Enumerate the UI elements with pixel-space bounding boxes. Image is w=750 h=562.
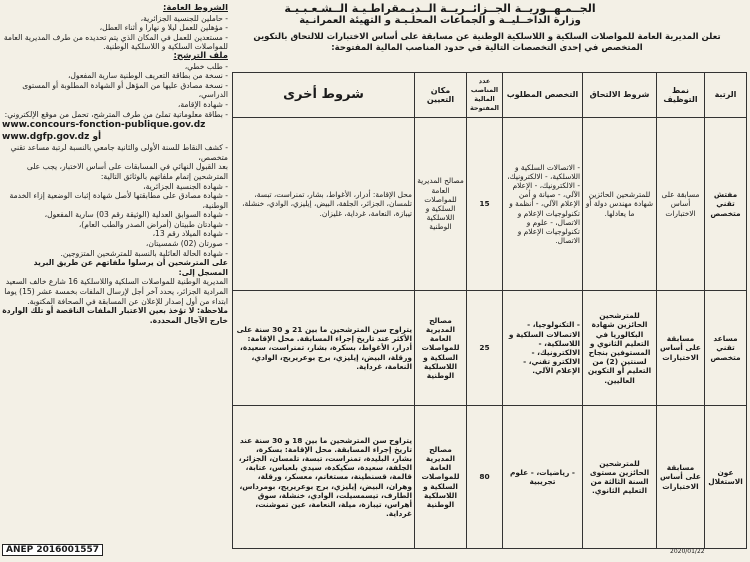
row-rank: مفتش تقني متخصص <box>705 118 747 291</box>
row-positions: 25 <box>467 291 503 406</box>
final-note: ملاحظة: لا تؤخذ بعين الاعتبار الملفات الناقصة أو تلك الواردة خارج الآجال المحددة. <box>2 306 228 325</box>
file-item: - نسخة من بطاقة التعريف الوطنية سارية المفعول، <box>67 71 228 81</box>
header-recruit-mode: نمط التوظيف <box>657 73 705 118</box>
file-item: بعد القبول النهائي في المسابقات على أساس الاختبار، يجب على المترشحين إتمام ملفاتهم بالوثائق التالية: <box>26 162 228 181</box>
header-specialty: التخصص المطلوب <box>503 73 583 118</box>
row-rank: مساعد تقني متخصص <box>705 291 747 406</box>
table-row <box>233 406 747 549</box>
row-access: للمترشحين الحائزين شهادة البكالوريا في التعليم الثانوي و المستوفين بنجاح لسنتين (2) من التعليم أو التكوين العاليين. <box>583 291 657 406</box>
row-access: للمترشحين الحائزين مستوى السنة الثالثة من التعليم الثانوي. <box>583 406 657 549</box>
website-link-2-text[interactable]: www.dgfp.gov.dz <box>2 132 90 143</box>
row-other: محل الإقامة: أدرار، الأغواط، بشار، تمنراست، تبسة، تلمسان، الجزائر، الجلفة، البيض، إيليزي، الوادي، خنشلة، تيبازة، النعامة، غرداية، غليزان. <box>233 118 415 291</box>
file-item: - شهادة الجنسية الجزائرية، <box>143 181 228 191</box>
row-rank: عون الاستغلال <box>705 406 747 549</box>
general-item: - حاملين للجنسية الجزائرية، <box>140 13 228 23</box>
website-link-1[interactable]: www.concours-fonction-publique.gov.dz <box>2 120 206 131</box>
conditions-sidebar <box>2 4 228 544</box>
table-row <box>233 291 747 406</box>
header-rank: الرتبة <box>705 73 747 118</box>
print-date: 2020/01/22 <box>670 548 705 555</box>
website-link-2 <box>2 131 228 143</box>
file-item: - نسخة مصادق عليها من المؤهل أو الشهادة المطلوبة أو المستوى الدراسي، <box>22 80 228 100</box>
general-item: - مستعدين للعمل في المكان الذي يتم تحديده من طرف المديرية العامة للمواصلات السلكية و اللاسلكية الوطنية. <box>3 32 228 52</box>
row-other: يتراوح سن المترشحين ما بين 21 و 30 سنة على الأكثر عند تاريخ إجراء المسابقة. محل الإقامة: أدرار، الأغواط، بسكرة، بشار، تمنراست، سعيدة، ورقلة، البيض، إيليزي، برج بوعريريج، الوادي، النعامة، غرداية. <box>233 291 415 406</box>
header-location: مكان التعيين <box>415 73 467 118</box>
general-item: - مؤهلين للعمل ليلا و نهارا و أثناء العطل، <box>99 23 228 33</box>
file-item: - شهادتان طبيتان (أمراض الصدر والطب العام)، <box>78 219 228 229</box>
row-mode: مسابقة على أساس الاختبارات <box>657 406 705 549</box>
row-location: مصالح المديرية العامة للمواصلات السلكية و اللاسلكية الوطنية <box>415 291 467 406</box>
file-item: - شهادة السوابق العدلية (الوثيقة رقم 03) سارية المفعول، <box>44 210 228 220</box>
general-conditions-title: الشروط العامة: <box>162 4 228 13</box>
table-row <box>233 118 747 291</box>
file-title: ملف الترشح: <box>173 50 228 61</box>
file-item: - بطاقة معلوماتية تملئ من طرف المترشح، تحمل من موقع الإلكتروني: <box>4 109 228 119</box>
mail-title: على المترشحين أن يرسلوا ملفاتهم عن طريق البريد المسجل إلى: <box>33 258 228 277</box>
header-positions: عدد المناصب المالية المفتوحة <box>467 73 503 118</box>
republic-title: الجــمـهــوريــة الجــزائــريــة الــديـمقراطـيـة الــشـعـبـيـة <box>284 2 596 15</box>
file-item: - طلب خطي، <box>184 61 228 71</box>
file-item: - شهادة الحالة العائلية بالنسبة للمترشحين المتزوجين. <box>60 248 228 258</box>
file-item: - شهادة مصادق على مطابقتها لأصل شهادة إثبات الوضعية إزاء الخدمة الوطنية، <box>9 191 228 210</box>
header-access-conditions: شروط الالتحاق <box>583 73 657 118</box>
row-specialty: - التكنولوجيا، - الاتصالات السلكية و اللاسلكية، - الالكترونيك، - الالكترو تقني، - الإعلام الآلي. <box>503 291 583 406</box>
row-positions: 80 <box>467 406 503 549</box>
file-item: - كشف النقاط للسنة الأولى والثانية جامعي بالنسبة لرتبة مساعد تقني متخصص، <box>10 143 228 162</box>
row-mode: مسابقة على أساس الاختبارات <box>657 118 705 291</box>
row-location: مصالح المديرية العامة للمواصلات السلكية و اللاسلكية الوطنية <box>415 406 467 549</box>
file-item: - صورتان (02) شمسيتان، <box>145 239 228 249</box>
row-access: للمترشحين الحائزين شهادة مهندس دولة أو ما يعادلها. <box>583 118 657 291</box>
file-item: - شهادة الإقامة، <box>177 99 228 109</box>
table-header-row <box>233 73 747 118</box>
file-item: - شهادة الميلاد رقم 13، <box>152 229 228 239</box>
row-specialty: - رياضيات، - علوم تجريبية <box>503 406 583 549</box>
row-other: يتراوح سن المترشحين ما بين 18 و 30 سنة عند تاريخ إجراء المسابقة. محل الإقامة: بسكرة، بشار، البليدة، تمنراست، تبسة، تلمسان، الجزائر، الجلفة، سعيدة، سكيكدة، سيدي بلعباس، عنابة، قالمة، قسنطينة، مستغانم، معسكر، ورقلة، وهران، البيض، إيليزي، برج بوعريريج، بومرداس، الطارف، تيسمسيلت، الوادي، خنشلة، سوق أهراس، تيبازة، ميلة، النعامة، عين تموشنت، غرداية. <box>233 406 415 549</box>
header <box>230 2 650 27</box>
url-or: أو <box>92 132 102 143</box>
ministry-title: وزارة الداخــليــة و الجماعات المحلـيـة و التهيئة العمرانـية <box>299 15 581 26</box>
positions-table <box>232 72 747 549</box>
row-positions: 15 <box>467 118 503 291</box>
mail-body: المديرية الوطنية للمواصلات السلكية واللاسلكية 16 شارع خالف السعيد المرادية الجزائر، يحدد آخر أجل لإرسال الملفات بخمسة عشر (15) يوما ابتداء من أول إصدار للإعلان عن المسابقة في الصحافة المكتوبة. <box>4 277 228 306</box>
row-location: مصالح المديرية العامة للمواصلات السلكية و اللاسلكية الوطنية <box>415 118 467 291</box>
anep-reference: ANEP 2016001557 <box>2 544 103 556</box>
header-other-conditions: شروط أخرى <box>233 73 415 118</box>
row-specialty: - الاتصالات السلكية و اللاسلكية، - الالكترونيك، - الالكترونيك، - الإعلام الآلي، - صيانة و أمن الإعلام الآلي، - أنظمة و تكنولوجيات الإعلام و الاتصال، - علوم و تكنولوجيات الإعلام و الاتصال. <box>503 118 583 291</box>
row-mode: مسابقة على أساس الاختبارات <box>657 291 705 406</box>
announcement: تعلن المديرية العامة للمواصلات السلكية و اللاسلكية الوطنية عن مسابقة على أساس الاختبارات للالتحاق بالتكوين المتخصص في إحدى التخصصات التالية في حدود المناصب المالية المفتوحة: <box>253 32 721 53</box>
